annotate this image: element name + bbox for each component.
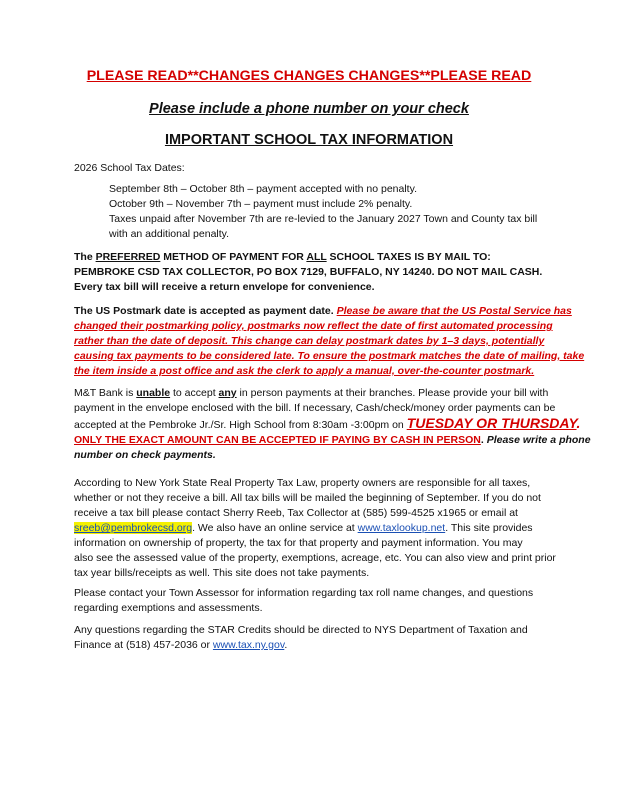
preferred-text: The — [74, 251, 96, 263]
date-item: September 8th – October 8th – payment accepted with no penalty. — [109, 183, 417, 195]
postmark-accepted: The US Postmark date is accepted as payment date. — [74, 305, 337, 317]
law-text: receive a tax bill please contact Sherry Reeb, Tax Collector at (585) 599-4525 x1965 or email at — [74, 507, 518, 519]
taxlookup-link[interactable]: www.taxlookup.net — [357, 522, 446, 534]
bank-text: M&T Bank is — [74, 387, 137, 399]
law-text: . This site provides — [445, 522, 533, 534]
preferred-text: SCHOOL TAXES IS BY MAIL TO: — [326, 251, 491, 263]
law-text: tax year bills/receipts as well. This site does not take payments. — [74, 567, 370, 579]
postmark-warning: causing tax payments to be considered late. To ensure the postmark matches the date of mailing, take — [74, 350, 585, 362]
postmark-warning: Please be aware that the US Postal Service has — [336, 305, 572, 317]
bank-text: in person payments at their branches. Please provide your bill with — [236, 387, 549, 399]
star-section — [74, 623, 564, 653]
any-word: any — [218, 387, 237, 399]
tax-ny-gov-link[interactable]: www.tax.ny.gov — [212, 639, 285, 651]
return-envelope-note: Every tax bill will receive a return envelope for convenience. — [74, 281, 375, 293]
date-item: with an additional penalty. — [109, 228, 230, 240]
assessor-text: Please contact your Town Assessor for information regarding tax roll name changes, and questions — [74, 587, 534, 599]
unable-word: unable — [136, 387, 171, 399]
bank-text: accepted at the Pembroke Jr./Sr. High School from 8:30am -3:00pm on — [74, 419, 407, 431]
phone-note: Please include a phone number on your check — [149, 101, 469, 117]
phone-request: Please write a phone — [486, 434, 591, 446]
postmark-section — [74, 304, 585, 379]
main-title: IMPORTANT SCHOOL TAX INFORMATION — [164, 132, 454, 148]
law-text: information on ownership of property, the tax for that property and payment information. You may — [74, 537, 523, 549]
bank-text: payment in the envelope enclosed with the bill. If necessary, Cash/check/money order payments can be — [74, 402, 556, 414]
bank-text: . — [480, 434, 487, 446]
postmark-warning: the item inside a post office and ask the clerk to apply a manual, over-the-counter postmark. — [74, 365, 535, 377]
star-text: Finance at (518) 457-2036 or — [74, 639, 213, 651]
all-word: ALL — [306, 251, 327, 263]
bank-section — [74, 386, 591, 463]
star-text: . — [284, 639, 288, 651]
exact-amount-warning: ONLY THE EXACT AMOUNT CAN BE ACCEPTED IF PAYING BY CASH IN PERSON — [74, 434, 481, 446]
law-text: . We also have an online service at — [192, 522, 358, 534]
alert-title: PLEASE READ**CHANGES CHANGES CHANGES**PLEASE READ — [86, 68, 532, 84]
law-text: whether or not they receive a bill. All tax bills will be mailed the beginning of September. If you do not — [74, 492, 541, 504]
mailing-address: PEMBROKE CSD TAX COLLECTOR, PO BOX 7129, BUFFALO, NY 14240. DO NOT MAIL CASH. — [74, 266, 543, 278]
law-text: also see the assessed value of the property, exemptions, acreage, etc. You can also view and print prior — [74, 552, 556, 564]
assessor-section — [74, 586, 564, 616]
phone-request: number on check payments. — [74, 449, 216, 461]
law-text: According to New York State Real Property Tax Law, property owners are responsible for all taxes, — [74, 477, 531, 489]
collector-email-link[interactable]: sreeb@pembrokecsd.org — [74, 522, 193, 534]
dates-heading: 2026 School Tax Dates: — [74, 162, 185, 174]
preferred-method — [74, 250, 564, 295]
date-item: October 9th – November 7th – payment must include 2% penalty. — [109, 198, 413, 210]
postmark-warning: changed their postmarking policy, postmarks now reflect the date of first automated processing — [74, 320, 553, 332]
assessor-text: regarding exemptions and assessments. — [74, 602, 263, 614]
dates-list — [109, 182, 569, 242]
date-item: Taxes unpaid after November 7th are re-levied to the January 2027 Town and County tax bill — [109, 213, 538, 225]
bank-text: . — [576, 415, 581, 431]
payment-days: TUESDAY OR THURSDAY — [406, 415, 577, 431]
bank-text: to accept — [170, 387, 219, 399]
preferred-word: PREFERRED — [95, 251, 161, 263]
preferred-text: METHOD OF PAYMENT FOR — [160, 251, 307, 263]
law-section — [74, 476, 564, 581]
star-text: Any questions regarding the STAR Credits should be directed to NYS Department of Taxation and — [74, 624, 528, 636]
postmark-warning: rather than the date of deposit. This change can delay postmark dates by 1–3 days, potentially — [74, 335, 545, 347]
